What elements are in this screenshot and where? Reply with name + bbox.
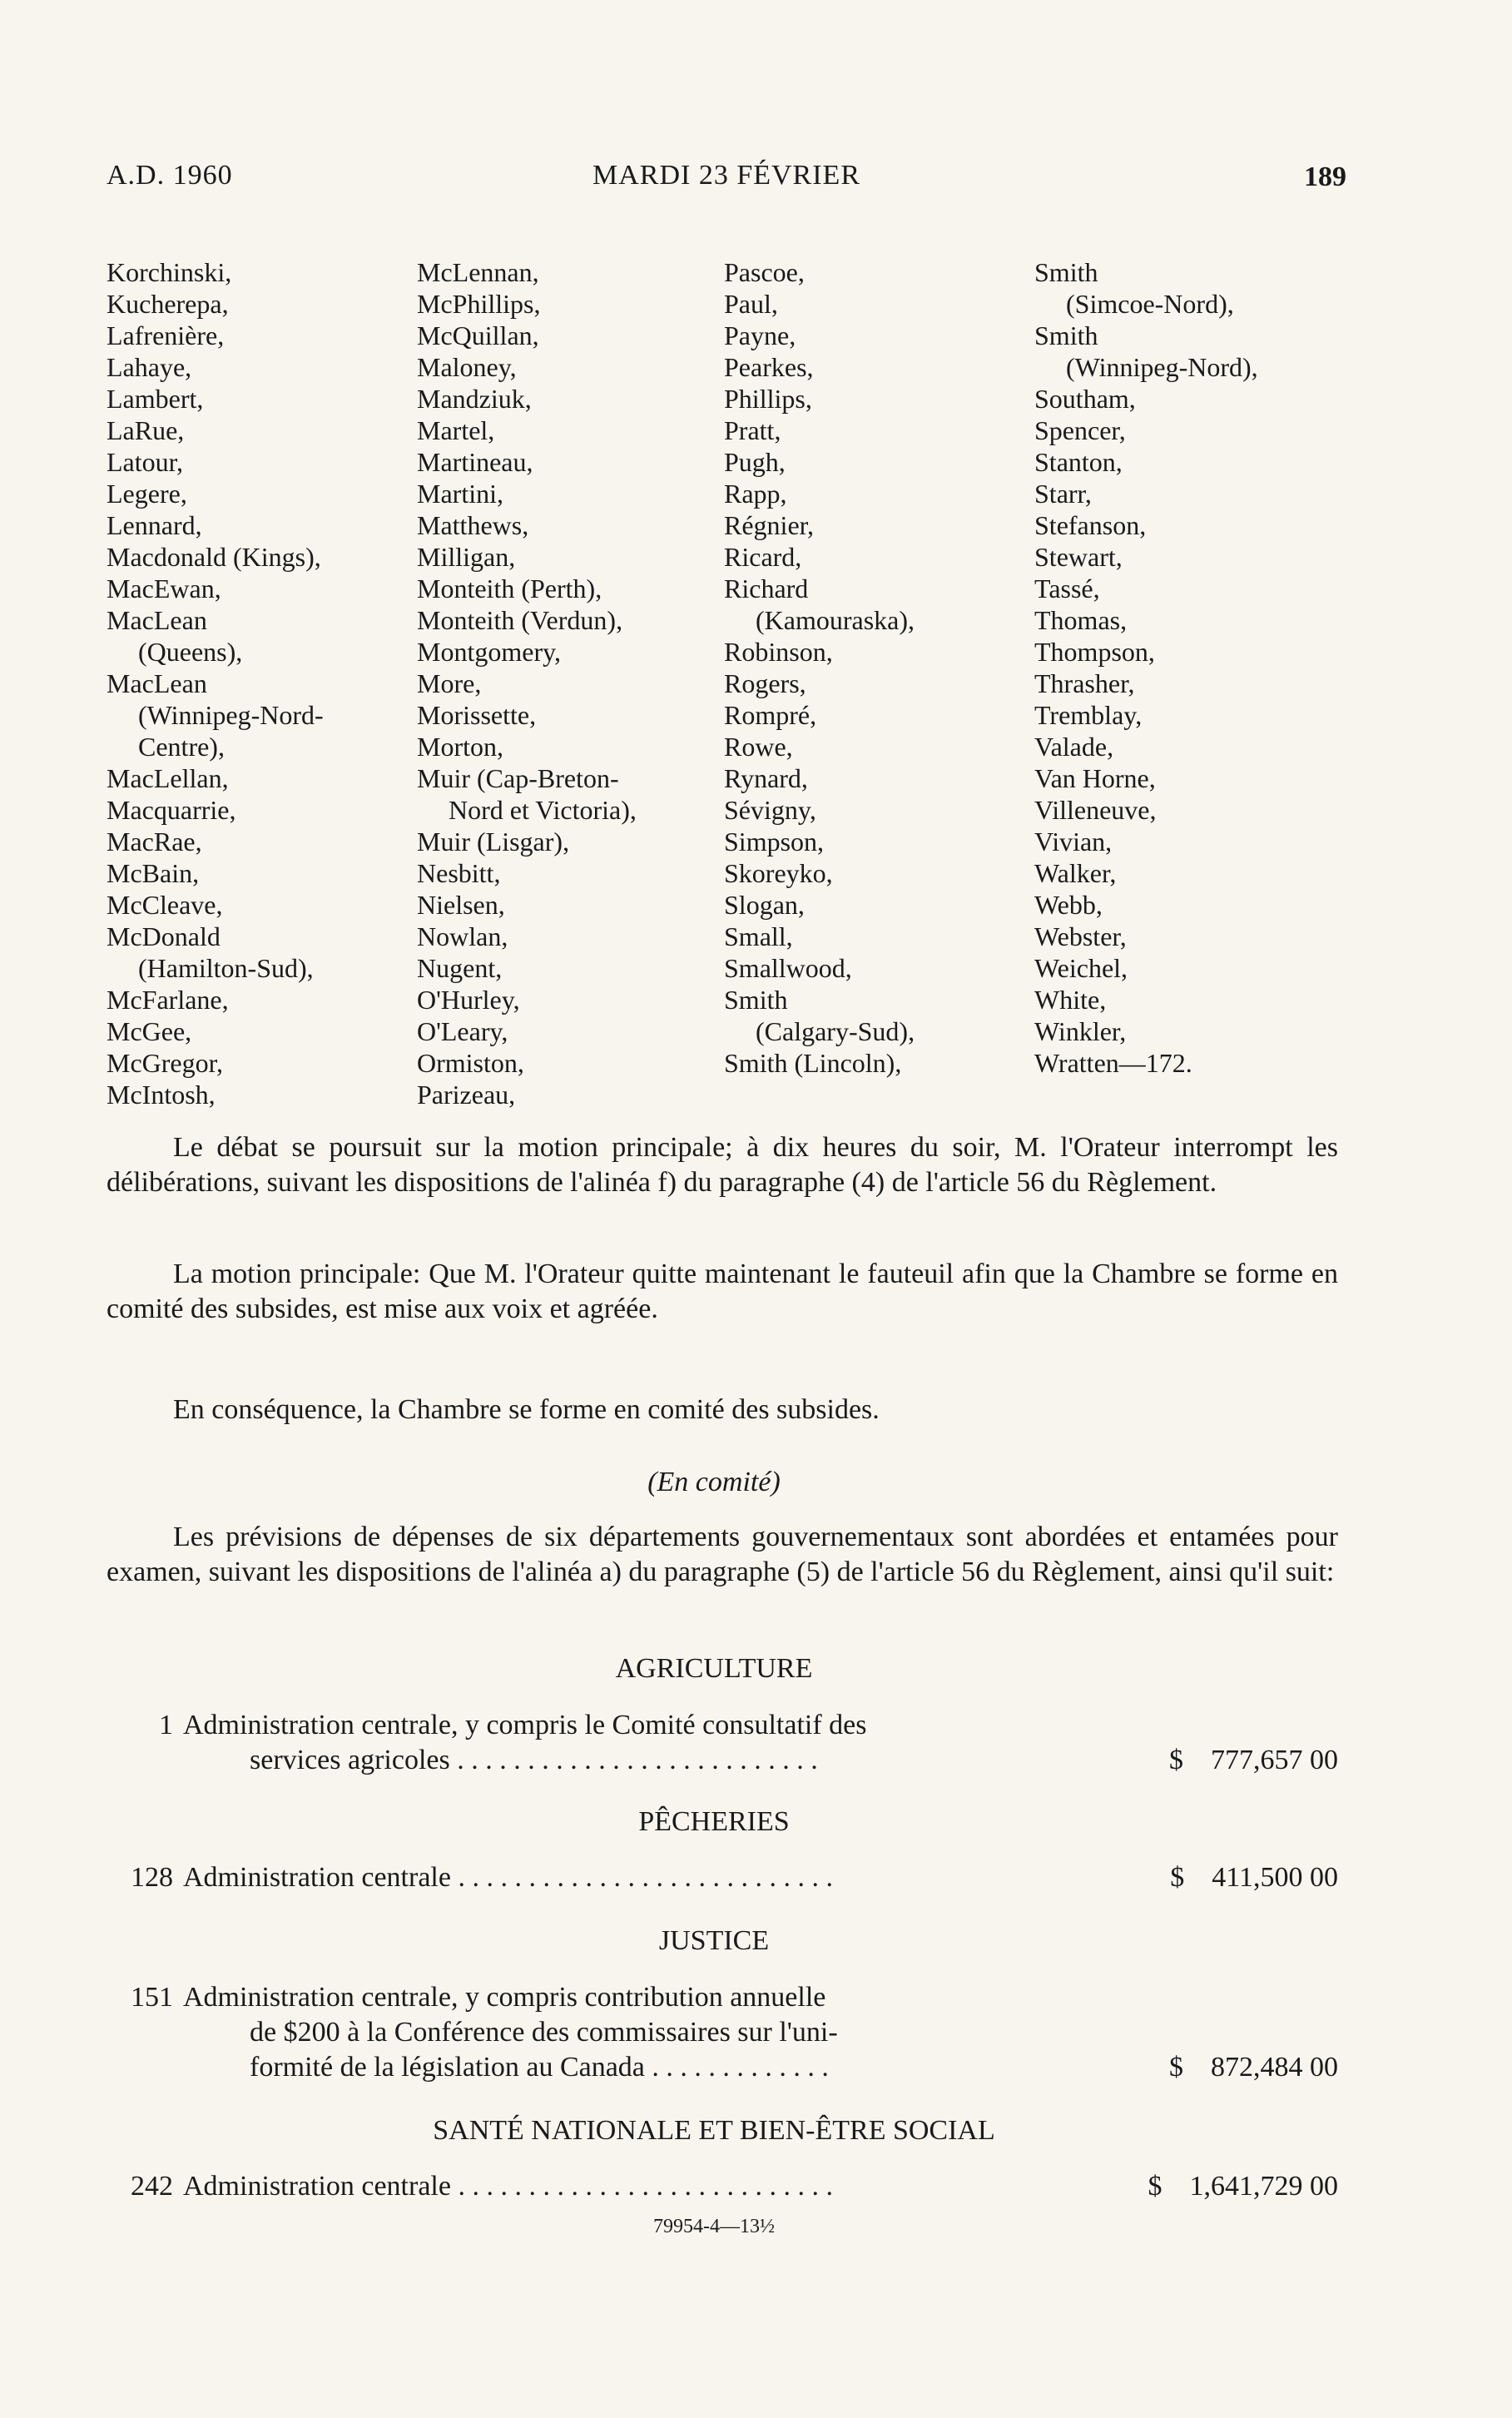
name-entry: McQuillan, (417, 320, 539, 350)
paragraph-main-motion-text: La motion principale: Que M. l'Orateur quitte maintenant le fauteuil afin que la Chambre se forme en comité des subsides, est mise aux voix et agréée. (107, 1259, 1338, 1324)
name-entry: Pugh, (724, 447, 786, 477)
name-entry: Van Horne, (1034, 763, 1156, 793)
name-entry: Macquarrie, (107, 795, 236, 825)
paragraph-debate-text: Le débat se poursuit sur la motion principale; à dix heures du soir, M. l'Orateur interrompt les délibérations, suivant les dispositions de l'alinéa f) du paragraphe (4) de l'article 56 du Règlement. (107, 1132, 1338, 1198)
name-entry: Phillips, (724, 384, 812, 414)
item-description-line: Administration centrale, y compris contribution annuelle (183, 1982, 826, 2013)
item-amount (1170, 1860, 1338, 1895)
name-entry: Lambert, (107, 384, 204, 414)
item-number: 151 (131, 1982, 173, 2013)
name-entry: Kucherepa, (107, 289, 229, 319)
name-entry: Mandziuk, (417, 384, 532, 414)
name-entry: Thrasher, (1034, 668, 1135, 698)
item-description (183, 1980, 1207, 2085)
name-entry: MacLean (107, 605, 207, 635)
name-entry: More, (417, 668, 482, 698)
name-entry: Maloney, (417, 352, 517, 382)
name-entry: Ormiston, (417, 1048, 524, 1078)
name-entry: Pearkes, (724, 352, 814, 382)
name-entry: McBain, (107, 858, 200, 888)
name-entry: McGee, (107, 1016, 192, 1046)
name-entry: Robinson, (724, 637, 833, 667)
name-entry: Smallwood, (724, 953, 852, 983)
item-amount (1148, 2169, 1339, 2204)
item-amount (1169, 1743, 1338, 1778)
name-entry: Smith (Lincoln), (724, 1048, 902, 1078)
name-entry: Weichel, (1034, 953, 1128, 983)
estimate-item-128 (107, 1860, 1346, 1895)
name-entry: McFarlane, (107, 985, 229, 1015)
name-entry: Wratten—172. (1034, 1048, 1192, 1078)
estimate-item-242 (107, 2169, 1346, 2204)
name-entry: Pascoe, (724, 257, 805, 287)
name-entry: Lafrenière, (107, 320, 225, 350)
item-description-continuation: de $200 à la Conférence des commissaires sur l'uni- (250, 2017, 838, 2048)
name-entry: Richard (724, 573, 809, 603)
item-number: 1 (159, 1710, 173, 1740)
name-entry: (Hamilton-Sud), (138, 953, 314, 983)
name-entry: Ricard, (724, 542, 802, 572)
name-entry: MacRae, (107, 827, 202, 856)
name-entry: Stefanson, (1034, 510, 1147, 540)
name-entry: Régnier, (724, 510, 815, 540)
name-entry: Tremblay, (1034, 700, 1143, 730)
name-entry: Paul, (724, 289, 778, 319)
names-column-2 (417, 256, 637, 1110)
name-entry: Rogers, (724, 668, 806, 698)
section-heading-justice: JUSTICE (658, 1925, 770, 1956)
name-entry: McCleave, (107, 890, 223, 920)
name-entry: (Winnipeg-Nord), (1066, 352, 1258, 382)
name-entry: (Simcoe-Nord), (1066, 289, 1234, 319)
name-entry: Morton, (417, 732, 503, 762)
name-entry: Valade, (1034, 732, 1114, 762)
name-entry: McGregor, (107, 1048, 223, 1078)
name-entry: McPhillips, (417, 289, 541, 319)
page-number: 189 (1304, 161, 1346, 192)
name-entry: McIntosh, (107, 1080, 216, 1110)
name-entry: Southam, (1034, 384, 1136, 414)
name-entry: Muir (Cap-Breton- (417, 763, 619, 793)
name-entry: Stewart, (1034, 542, 1123, 572)
amount-value: 872,484 00 (1211, 2052, 1338, 2083)
name-entry: White, (1034, 985, 1107, 1015)
name-entry: Thompson, (1034, 637, 1155, 667)
name-entry: Rompré, (724, 700, 817, 730)
name-entry: Martel, (417, 415, 495, 445)
name-entry: Webster, (1034, 921, 1127, 951)
name-entry: Starr, (1034, 479, 1092, 509)
names-list (107, 256, 1346, 1114)
item-description-line: Administration centrale . . . . . . . . . . . . . . . . . . . . . . . . . . . (183, 1862, 833, 1893)
currency-symbol: $ (1170, 1862, 1185, 1893)
names-column-4 (1034, 256, 1258, 1079)
name-entry: Spencer, (1034, 415, 1126, 445)
name-entry: Nowlan, (417, 921, 508, 951)
name-entry: Walker, (1034, 858, 1117, 888)
section-heading-sante: SANTÉ NATIONALE ET BIEN-ÊTRE SOCIAL (433, 2115, 995, 2146)
item-description-continuation: formité de la législation au Canada . . . . . . . . . . . . . (250, 2052, 829, 2083)
name-entry: Small, (724, 921, 793, 951)
name-entry: O'Leary, (417, 1016, 508, 1046)
name-entry: (Queens), (138, 637, 243, 667)
name-entry: Nugent, (417, 953, 503, 983)
name-entry: Centre), (138, 732, 225, 762)
name-entry: Webb, (1034, 890, 1103, 920)
name-entry: (Calgary-Sud), (756, 1016, 915, 1046)
name-entry: Milligan, (417, 542, 516, 572)
name-entry: McDonald (107, 921, 221, 951)
name-entry: Skoreyko, (724, 858, 833, 888)
paragraph-estimates-text: Les prévisions de dépenses de six départements gouvernementaux sont abordées et entamées pour examen, suivant les dispositions de l'alinéa a) du paragraphe (5) de l'article 56 du Règlement, ainsi qu'il suit: (107, 1522, 1338, 1587)
item-description-continuation: services agricoles . . . . . . . . . . . . . . . . . . . . . . . . . . (250, 1745, 818, 1775)
item-description (183, 2169, 1207, 2204)
name-entry: Nord et Victoria), (449, 795, 637, 825)
name-entry: MacLean (107, 668, 207, 698)
amount-value: 411,500 00 (1212, 1862, 1338, 1893)
name-entry: Sévigny, (724, 795, 816, 825)
estimate-item-151 (107, 1980, 1346, 2085)
name-entry: Smith (1034, 257, 1098, 287)
name-entry: Monteith (Verdun), (417, 605, 623, 635)
name-entry: MacEwan, (107, 573, 221, 603)
name-entry: (Winnipeg-Nord- (138, 700, 324, 730)
name-entry: LaRue, (107, 415, 185, 445)
date: MARDI 23 FÉVRIER (592, 160, 861, 191)
item-description (183, 1708, 1207, 1778)
name-entry: Latour, (107, 447, 184, 477)
name-entry: Thomas, (1034, 605, 1128, 635)
in-committee-heading: (En comité) (647, 1467, 781, 1497)
names-column-1 (107, 256, 324, 1110)
section-heading-agriculture: AGRICULTURE (615, 1653, 813, 1684)
name-entry: McLennan, (417, 257, 539, 287)
section-heading-pecheries: PÊCHERIES (638, 1806, 790, 1837)
currency-symbol: $ (1169, 2052, 1183, 2083)
name-entry: Montgomery, (417, 637, 562, 667)
name-entry: Legere, (107, 479, 187, 509)
name-entry: Rynard, (724, 763, 808, 793)
name-entry: Martineau, (417, 447, 533, 477)
item-amount (1169, 2050, 1338, 2085)
item-description-line: Administration centrale, y compris le Comité consultatif des (183, 1710, 867, 1740)
item-number: 242 (131, 2171, 173, 2202)
paragraph-debate (107, 1130, 1338, 1200)
name-entry: Rapp, (724, 479, 787, 509)
name-entry: Parizeau, (417, 1080, 516, 1110)
paragraph-committee-text: En conséquence, la Chambre se forme en comité des subsides. (173, 1394, 880, 1425)
name-entry: O'Hurley, (417, 985, 520, 1015)
name-entry: Villeneuve, (1034, 795, 1157, 825)
name-entry: Macdonald (Kings), (107, 542, 321, 572)
name-entry: Vivian, (1034, 827, 1113, 856)
names-column-3 (724, 256, 915, 1079)
name-entry: Payne, (724, 320, 796, 350)
footer-code: 79954-4—13½ (653, 2216, 775, 2237)
paragraph-estimates (107, 1520, 1338, 1590)
amount-value: 777,657 00 (1211, 1745, 1338, 1775)
name-entry: MacLellan, (107, 763, 229, 793)
name-entry: Slogan, (724, 890, 805, 920)
estimate-item-1 (107, 1708, 1346, 1778)
name-entry: Tassé, (1034, 573, 1100, 603)
name-entry: Smith (724, 985, 788, 1015)
name-entry: Korchinski, (107, 257, 232, 287)
name-entry: Rowe, (724, 732, 793, 762)
amount-value: 1,641,729 00 (1189, 2171, 1338, 2202)
name-entry: (Kamouraska), (756, 605, 915, 635)
item-description-line: Administration centrale . . . . . . . . . . . . . . . . . . . . . . . . . . . (183, 2171, 833, 2202)
name-entry: Winkler, (1034, 1016, 1127, 1046)
item-description (183, 1860, 1207, 1895)
name-entry: Nesbitt, (417, 858, 501, 888)
name-entry: Muir (Lisgar), (417, 827, 570, 856)
name-entry: Nielsen, (417, 890, 505, 920)
currency-symbol: $ (1148, 2171, 1163, 2202)
paragraph-committee (107, 1393, 1338, 1427)
name-entry: Morissette, (417, 700, 537, 730)
currency-symbol: $ (1169, 1745, 1183, 1775)
name-entry: Lennard, (107, 510, 202, 540)
name-entry: Monteith (Perth), (417, 573, 602, 603)
name-entry: Pratt, (724, 415, 781, 445)
name-entry: Smith (1034, 320, 1098, 350)
name-entry: Martini, (417, 479, 503, 509)
name-entry: Simpson, (724, 827, 825, 856)
item-number: 128 (131, 1862, 173, 1893)
year: A.D. 1960 (107, 160, 233, 191)
page-header (107, 160, 1346, 201)
name-entry: Matthews, (417, 510, 529, 540)
name-entry: Stanton, (1034, 447, 1123, 477)
name-entry: Lahaye, (107, 352, 192, 382)
paragraph-main-motion (107, 1257, 1338, 1327)
